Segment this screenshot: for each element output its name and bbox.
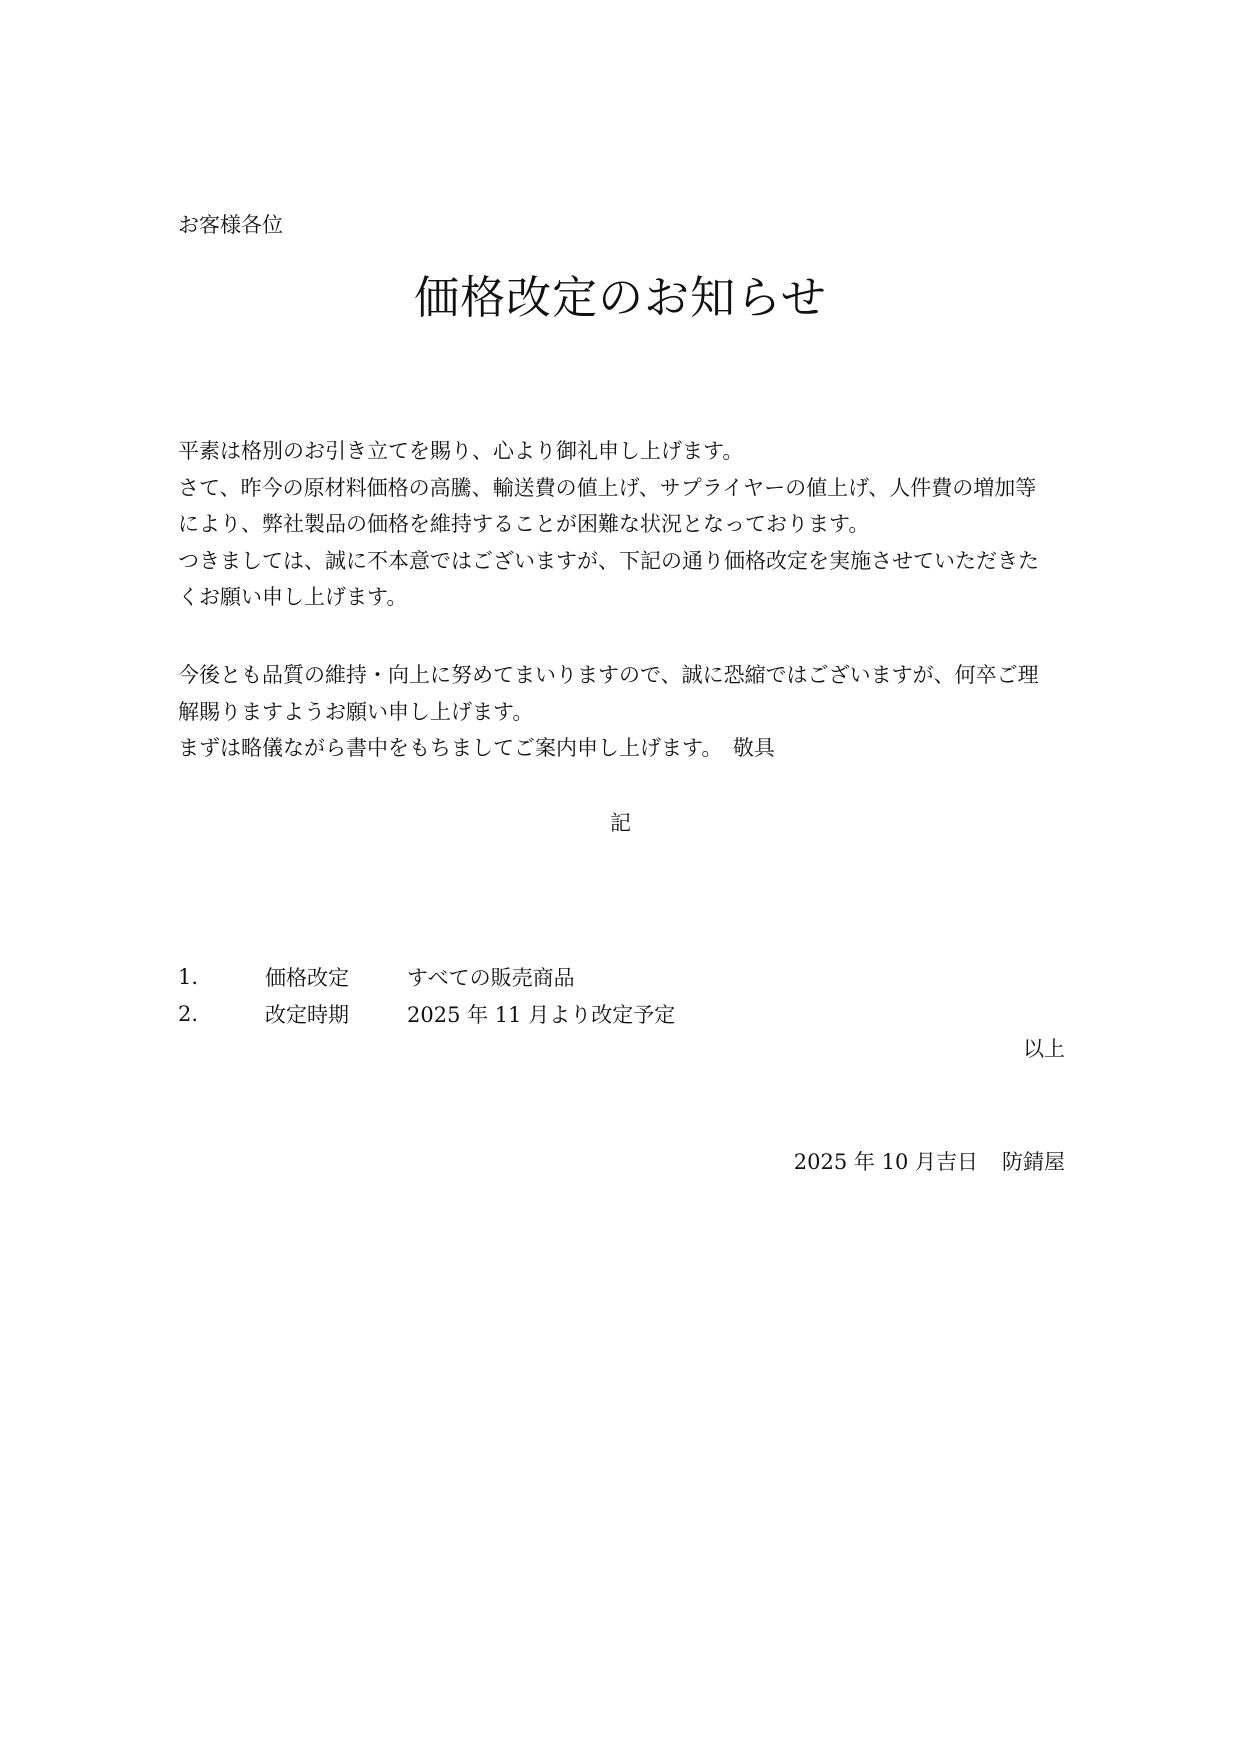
- paragraph-line: つきましては、誠に不本意ではございますが、下記の通り価格改定を実施させていただきた: [178, 548, 1039, 573]
- list-item: [178, 995, 675, 1032]
- closing-paragraph: [178, 657, 1068, 767]
- list-item: [178, 958, 675, 995]
- paragraph-line: 解賜りますようお願い申し上げます。: [178, 699, 534, 724]
- item-label: 改定時期: [265, 1002, 349, 1027]
- paragraph-line: により、弊社製品の価格を維持することが困難な状況となっております。: [178, 512, 870, 536]
- item-number: 1.: [178, 964, 199, 989]
- date-signature: [794, 1147, 1065, 1177]
- item-value: すべての販売商品: [407, 965, 575, 990]
- company-name: 防錆屋: [1002, 1150, 1065, 1174]
- item-label: 価格改定: [265, 965, 349, 990]
- addressee: お客様各位: [178, 213, 283, 237]
- ki-heading: 記: [610, 811, 631, 835]
- issue-date: 2025 年 10 月吉日: [793, 1150, 978, 1174]
- greeting-paragraph: [178, 433, 1068, 616]
- paragraph-line: 今後とも品質の維持・向上に努めてまいりますので、誠に恐縮ではございますが、何卒ご理: [178, 663, 1039, 687]
- item-value: 2025 年 11 月より改定予定: [407, 1002, 676, 1027]
- item-number: 2.: [178, 1001, 199, 1026]
- paragraph-line: まずは略儀ながら書中をもちましてご案内申し上げます。 敬具: [178, 736, 775, 760]
- paragraph-line: くお願い申し上げます。: [178, 585, 408, 609]
- paragraph-line: 平素は格別のお引き立てを賜り、心より御礼申し上げます。: [178, 439, 744, 463]
- document-title: 価格改定のお知らせ: [414, 271, 827, 324]
- item-list: [178, 958, 675, 1032]
- ijou-closing: 以上: [1023, 1037, 1065, 1061]
- paragraph-line: さて、昨今の原材料価格の高騰、輸送費の値上げ、サプライヤーの値上げ、人件費の増加等: [178, 475, 1037, 500]
